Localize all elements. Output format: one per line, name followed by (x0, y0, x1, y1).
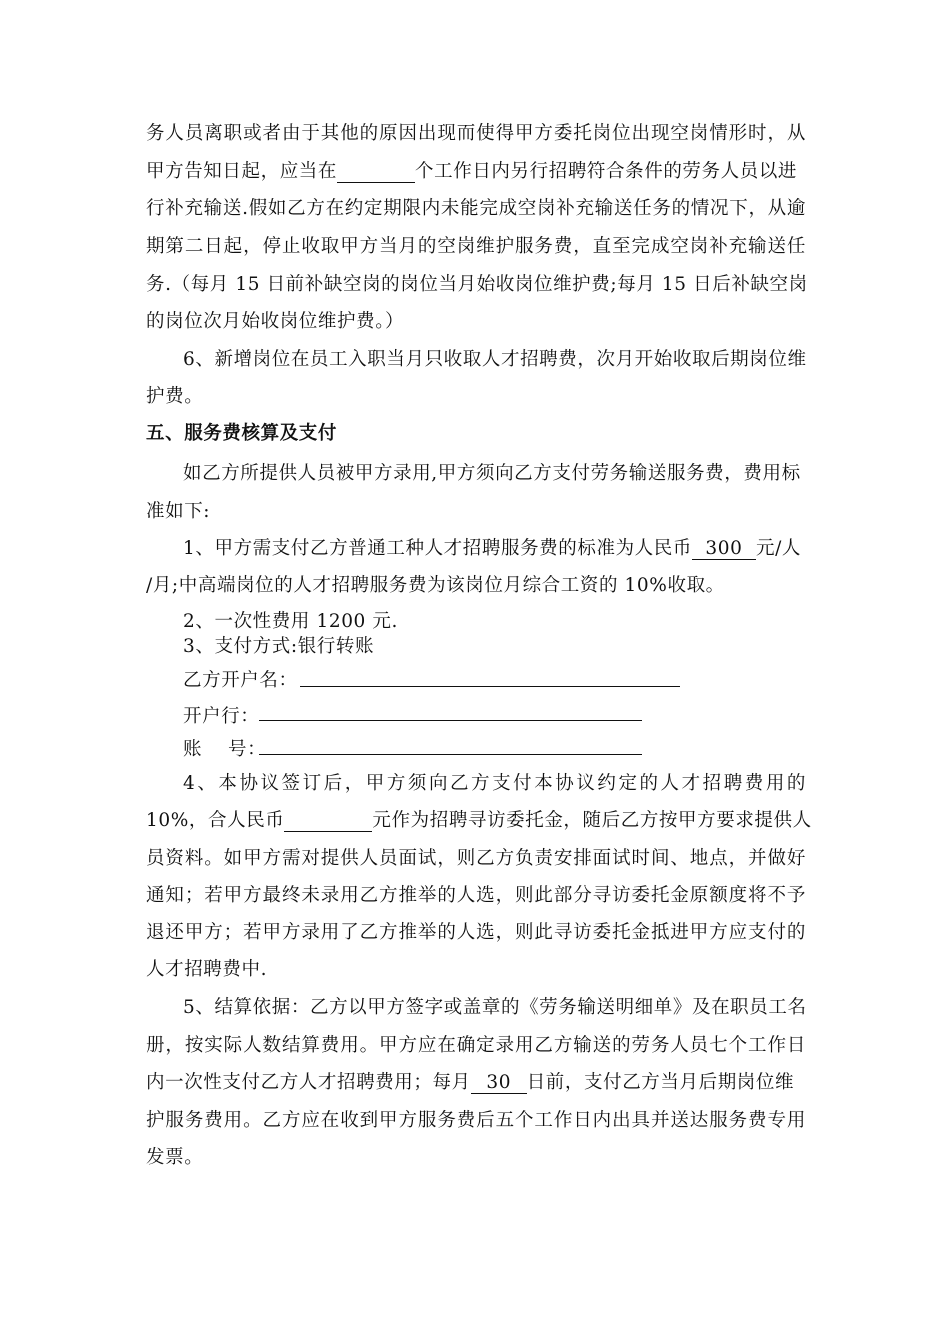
item-5-line: 册，按实际人数结算费用。甲方应在确定录用乙方输送的劳务人员七个工作日 (146, 1035, 806, 1056)
item-1-line (183, 537, 801, 561)
account-no-line (259, 754, 642, 755)
item-5-line: 护服务费用。乙方应在收到甲方服务费后五个工作日内出具并送达服务费专用 (146, 1110, 806, 1131)
fee-amount: 300 (692, 539, 756, 560)
text-segment: 日前，支付乙方当月后期岗位维 (526, 1072, 795, 1093)
paragraph-line: 准如下: (146, 501, 211, 522)
account-no-label: 账 号： (183, 739, 267, 760)
paragraph-line: 务人员离职或者由于其他的原因出现而使得甲方委托岗位出现空岗情形时，从 (146, 123, 806, 144)
item-5-line (146, 1071, 794, 1095)
item-4-line (146, 809, 812, 833)
paragraph-line: 6、新增岗位在员工入职当月只收取人才招聘费，次月开始收取后期岗位维 (183, 349, 807, 370)
paragraph-line: 期第二日起，停止收取甲方当月的空岗维护服务费，直至完成空岗补充输送任 (146, 236, 806, 257)
paragraph-line: 行补充输送.假如乙方在约定期限内未能完成空岗补充输送任务的情况下，从逾 (146, 198, 806, 219)
text-segment: 1、甲方需支付乙方普通工种人才招聘服务费的标准为人民币 (183, 538, 692, 559)
item-4-line: 员资料。如甲方需对提供人员面试，则乙方负责安排面试时间、地点，并做好 (146, 848, 806, 869)
blank-field (337, 162, 415, 183)
item-2: 2、一次性费用 1200 元. (183, 611, 398, 632)
bank-line (259, 720, 642, 721)
text-segment: 元/人 (755, 538, 802, 559)
item-4-line: 人才招聘费中. (146, 959, 268, 980)
account-name-line (300, 686, 680, 687)
item-4-line: 通知；若甲方最终未录用乙方推举的人选，则此部分寻访委托金原额度将不予 (146, 885, 806, 906)
paragraph-line: 如乙方所提供人员被甲方录用,甲方须向乙方支付劳务输送服务费，费用标 (183, 463, 801, 484)
paragraph-line: 护费。 (146, 386, 204, 407)
paragraph-line: 务.（每月 15 日前补缺空岗的岗位当月始收岗位维护费;每月 15 日后补缺空岗 (146, 274, 808, 295)
text-segment: 个工作日内另行招聘符合条件的劳务人员以进 (415, 161, 798, 182)
text-segment: 元作为招聘寻访委托金，随后乙方按甲方要求提供人 (372, 810, 812, 831)
item-4-line: 退还甲方；若甲方录用了乙方推举的人选，则此寻访委托金抵进甲方应支付的 (146, 922, 806, 943)
paragraph-line (146, 160, 797, 184)
blank-field (284, 811, 372, 832)
item-3: 3、支付方式:银行转账 (183, 636, 375, 657)
item-1-line-2: /月;中高端岗位的人才招聘服务费为该岗位月综合工资的 10%收取。 (146, 575, 725, 596)
paragraph-line: 的岗位次月始收岗位维护费。） (146, 311, 405, 332)
account-name-label: 乙方开户名： (183, 670, 298, 691)
item-5-line: 发票。 (146, 1147, 204, 1168)
item-4-line: 4、本协议签订后，甲方须向乙方支付本协议约定的人才招聘费用的 (183, 773, 806, 794)
payment-day: 30 (471, 1073, 527, 1094)
section-title: 五、服务费核算及支付 (146, 423, 338, 444)
text-segment: 内一次性支付乙方人才招聘费用；每月 (146, 1072, 471, 1093)
bank-label: 开户行： (183, 706, 260, 727)
text-segment: 甲方告知日起，应当在 (146, 161, 338, 182)
item-5-line: 5、结算依据：乙方以甲方签字或盖章的《劳务输送明细单》及在职员工名 (183, 997, 807, 1018)
text-segment: 10%，合人民币 (146, 810, 285, 831)
